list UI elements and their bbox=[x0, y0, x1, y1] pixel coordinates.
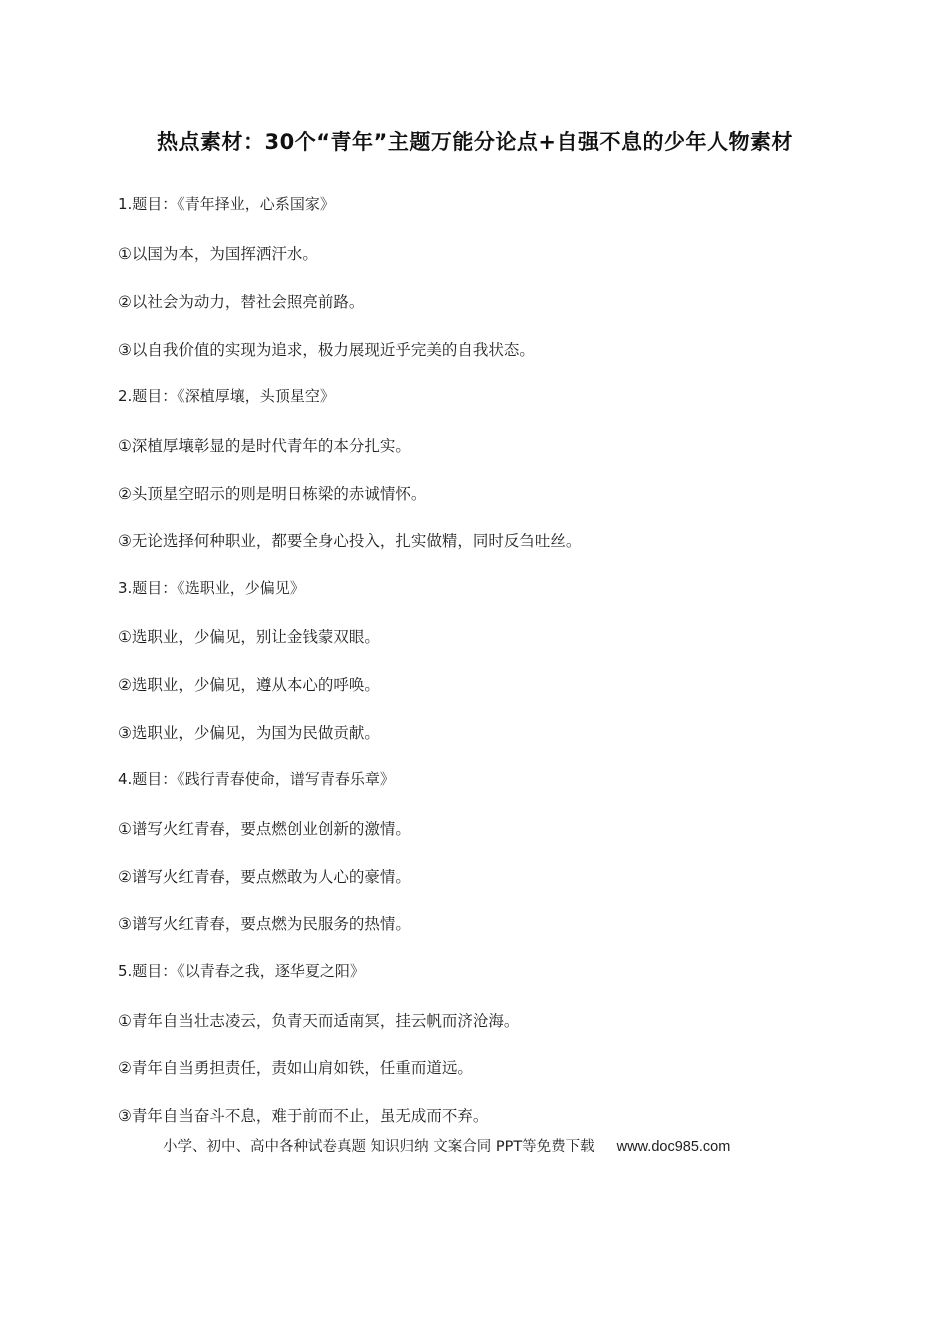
document-title: 热点素材：30个“青年”主题万能分论点+自强不息的少年人物素材 bbox=[157, 130, 793, 154]
footer-text: 小学、初中、高中各种试卷真题 知识归纳 文案合同 PPT等免费下载 bbox=[163, 1139, 595, 1155]
section-point: ②选职业，少偏见，遵从本心的呼唤。 bbox=[118, 676, 380, 694]
section-heading: 5.题目：《以青春之我，逐华夏之阳》 bbox=[118, 962, 365, 980]
section-point: ①选职业，少偏见，别让金钱蒙双眼。 bbox=[118, 628, 380, 646]
section-point: ③选职业，少偏见，为国为民做贡献。 bbox=[118, 724, 380, 742]
section-point: ③以自我价值的实现为追求，极力展现近乎完美的自我状态。 bbox=[118, 341, 535, 359]
section-point: ②以社会为动力，替社会照亮前路。 bbox=[118, 293, 365, 311]
section-point: ②谱写火红青春，要点燃敢为人心的豪情。 bbox=[118, 868, 411, 886]
section-point: ②青年自当勇担责任，责如山肩如铁，任重而道远。 bbox=[118, 1059, 473, 1077]
section-heading: 1.题目：《青年择业，心系国家》 bbox=[118, 195, 335, 213]
section-heading: 2.题目：《深植厚壤，头顶星空》 bbox=[118, 387, 335, 405]
section-point: ③谱写火红青春，要点燃为民服务的热情。 bbox=[118, 915, 411, 933]
section-point: ②头顶星空昭示的则是明日栋梁的赤诚情怀。 bbox=[118, 485, 427, 503]
section-point: ③无论选择何种职业，都要全身心投入，扎实做精，同时反刍吐丝。 bbox=[118, 532, 582, 550]
section-heading: 4.题目：《践行青春使命，谱写青春乐章》 bbox=[118, 770, 395, 788]
section-point: ①谱写火红青春，要点燃创业创新的激情。 bbox=[118, 820, 411, 838]
page-footer bbox=[163, 1135, 730, 1156]
section-heading: 3.题目：《选职业，少偏见》 bbox=[118, 579, 305, 597]
section-point: ③青年自当奋斗不息，难于前而不止，虽无成而不弃。 bbox=[118, 1107, 489, 1125]
footer-link[interactable]: www.doc985.com bbox=[616, 1139, 731, 1155]
section-point: ①深植厚壤彰显的是时代青年的本分扎实。 bbox=[118, 437, 411, 455]
section-point: ①以国为本，为国挥洒汗水。 bbox=[118, 245, 318, 263]
section-point: ①青年自当壮志凌云，负青天而适南冥，挂云帆而济沧海。 bbox=[118, 1012, 520, 1030]
